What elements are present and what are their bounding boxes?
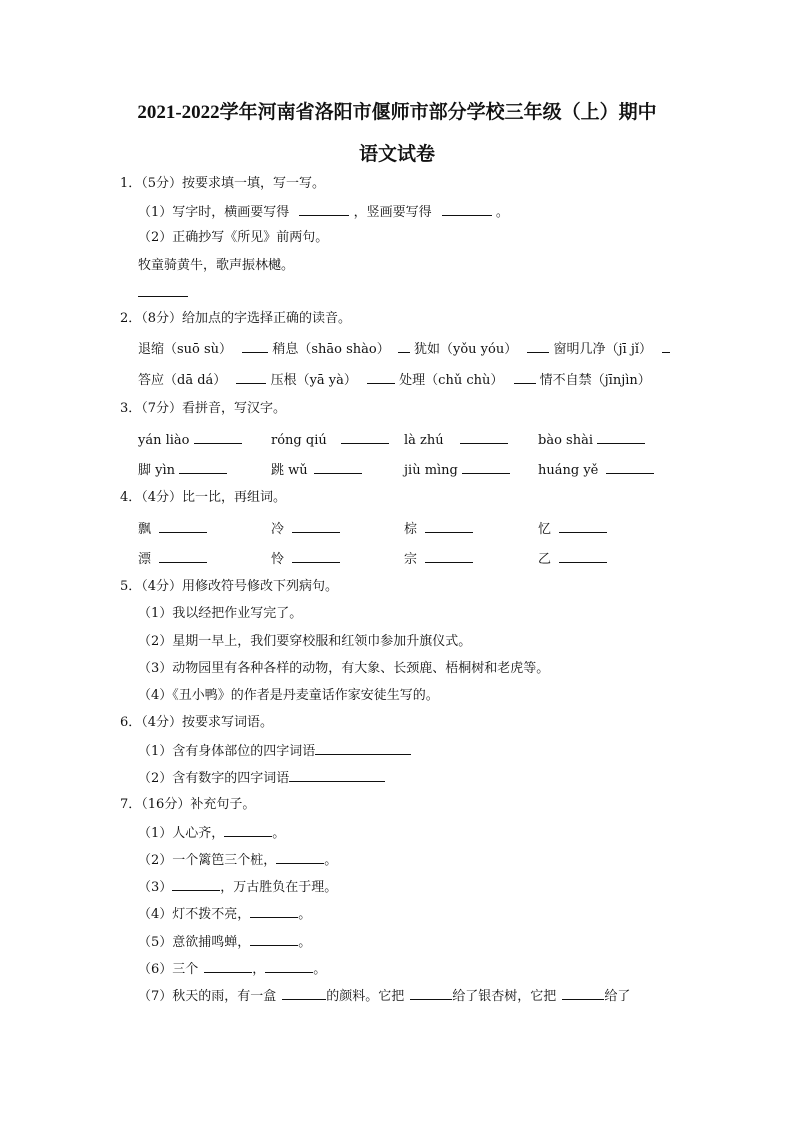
q2-item: 情不自禁（jīnjìn） xyxy=(539,373,651,388)
answer-blank[interactable] xyxy=(562,986,604,1000)
q7-item-text: ，万古胜负在于理。 xyxy=(220,880,338,895)
pinyin-prompt: 脚 yìn xyxy=(138,463,176,478)
pinyin-prompt: róng qiú xyxy=(271,433,327,448)
answer-blank[interactable] xyxy=(172,877,220,891)
answer-blank[interactable] xyxy=(242,339,268,353)
q4-cell xyxy=(138,549,207,569)
q7-item-text: 给了 xyxy=(604,989,631,1004)
answer-blank[interactable] xyxy=(527,339,549,353)
q7-item-text: （7）秋天的雨，有一盒 xyxy=(138,989,277,1004)
q7-item xyxy=(138,932,311,952)
character: 乙 xyxy=(538,552,552,567)
q7-item-text: （5）意欲捕鸣蝉， xyxy=(138,935,251,950)
q6-item xyxy=(138,741,411,761)
q7-period: 。 xyxy=(313,962,327,977)
q1-answer-line xyxy=(138,283,188,303)
answer-blank[interactable] xyxy=(224,823,272,837)
answer-blank[interactable] xyxy=(341,430,389,444)
character: 冷 xyxy=(271,522,285,537)
pinyin-prompt: yán liào xyxy=(138,433,190,448)
q1-poem: 牧童骑黄牛，歌声振林樾。 xyxy=(138,258,295,273)
q7-item-text: 给了银杏树，它把 xyxy=(452,989,557,1004)
answer-blank[interactable] xyxy=(460,430,508,444)
q7-item-text: 的颜料。它把 xyxy=(326,989,405,1004)
q4-cell xyxy=(538,519,607,539)
q2-item: 压根（yā yà） xyxy=(270,373,357,388)
q5-item: （3）动物园里有各种各样的动物，有大象、长颈鹿、梧桐树和老虎等。 xyxy=(138,661,550,676)
q1-sub2: （2）正确抄写《所见》前两句。 xyxy=(138,230,329,245)
answer-blank[interactable] xyxy=(179,460,227,474)
q1-sub1-end: 。 xyxy=(495,205,509,220)
answer-blank[interactable] xyxy=(265,959,313,973)
q7-item-text: （6）三个 xyxy=(138,962,199,977)
answer-blank[interactable] xyxy=(597,430,645,444)
answer-blank[interactable] xyxy=(194,430,242,444)
q2-item: 处理（chǔ chù） xyxy=(399,373,504,388)
q4-cell xyxy=(271,519,340,539)
answer-blank[interactable] xyxy=(606,460,654,474)
q7-period: 。 xyxy=(324,853,338,868)
q1-sub1 xyxy=(138,202,509,222)
q3-cell xyxy=(138,430,242,450)
q7-heading: 7．（16分）补充句子。 xyxy=(120,797,256,812)
answer-blank[interactable] xyxy=(250,932,298,946)
answer-blank[interactable] xyxy=(442,202,492,216)
q5-item: （2）星期一早上，我们要穿校服和红领巾参加升旗仪式。 xyxy=(138,634,472,649)
answer-blank[interactable] xyxy=(138,283,188,297)
q6-item-text: （1）含有身体部位的四字词语 xyxy=(138,744,316,759)
q7-item xyxy=(138,850,337,870)
q5-item: （1）我以经把作业写完了。 xyxy=(138,606,303,621)
q1-heading: 1．（5分）按要求填一填，写一写。 xyxy=(120,176,326,191)
q3-cell xyxy=(138,460,227,480)
character: 漂 xyxy=(138,552,152,567)
answer-blank[interactable] xyxy=(236,370,266,384)
q7-item-text: （4）灯不拨不亮， xyxy=(138,907,251,922)
q7-item-text: （2）一个篱笆三个桩， xyxy=(138,853,277,868)
exam-subtitle: 语文试卷 xyxy=(358,144,435,165)
answer-blank[interactable] xyxy=(367,370,395,384)
answer-blank[interactable] xyxy=(276,850,324,864)
q6-item-text: （2）含有数字的四字词语 xyxy=(138,771,290,786)
character: 怜 xyxy=(271,552,285,567)
q4-heading: 4．（4分）比一比，再组词。 xyxy=(120,490,287,505)
answer-blank[interactable] xyxy=(559,549,607,563)
answer-blank[interactable] xyxy=(462,460,510,474)
answer-blank[interactable] xyxy=(425,549,473,563)
character: 飘 xyxy=(138,522,152,537)
answer-blank[interactable] xyxy=(159,519,207,533)
character: 宗 xyxy=(404,552,418,567)
answer-blank[interactable] xyxy=(250,904,298,918)
q6-heading: 6．（4分）按要求写词语。 xyxy=(120,715,274,730)
character: 棕 xyxy=(404,522,418,537)
answer-blank[interactable] xyxy=(559,519,607,533)
answer-blank[interactable] xyxy=(662,339,670,353)
pinyin-prompt: 跳 wǔ xyxy=(271,463,308,478)
answer-blank[interactable] xyxy=(514,370,536,384)
q3-cell xyxy=(404,430,508,450)
q3-cell xyxy=(271,460,362,480)
q3-heading: 3．（7分）看拼音，写汉字。 xyxy=(120,401,287,416)
q4-cell xyxy=(404,549,473,569)
q2-row1 xyxy=(138,339,670,359)
pinyin-prompt: jiù mìng xyxy=(404,463,458,478)
q7-item xyxy=(138,823,285,843)
answer-blank[interactable] xyxy=(410,986,452,1000)
answer-blank[interactable] xyxy=(204,959,252,973)
character: 忆 xyxy=(538,522,552,537)
answer-blank[interactable] xyxy=(292,519,340,533)
q7-item xyxy=(138,904,311,924)
answer-blank[interactable] xyxy=(292,549,340,563)
q7-period: 。 xyxy=(298,907,312,922)
q1-sub1-text-a: （1）写字时，横画要写得 xyxy=(138,205,290,220)
q4-cell xyxy=(404,519,473,539)
q2-item: 退缩（suō sù） xyxy=(138,342,233,357)
q4-cell xyxy=(538,549,607,569)
answer-blank[interactable] xyxy=(314,460,362,474)
q7-item-text: ， xyxy=(252,962,266,977)
exam-title: 2021-2022学年河南省洛阳市偃师市部分学校三年级（上）期中 xyxy=(137,102,657,123)
answer-blank[interactable] xyxy=(159,549,207,563)
q3-cell xyxy=(404,460,510,480)
q1-sub1-text-b: ，竖画要写得 xyxy=(353,205,432,220)
q6-item xyxy=(138,768,385,788)
q3-cell xyxy=(538,460,654,480)
q7-period: 。 xyxy=(298,935,312,950)
q2-item: 窗明几净（jī jǐ） xyxy=(553,342,653,357)
q2-item: 犹如（yǒu yóu） xyxy=(414,342,518,357)
answer-blank[interactable] xyxy=(398,339,410,353)
answer-blank[interactable] xyxy=(282,986,326,1000)
q3-cell xyxy=(538,430,645,450)
answer-blank[interactable] xyxy=(315,741,411,755)
q7-item xyxy=(138,877,337,897)
q2-item: 答应（dā dá） xyxy=(138,373,227,388)
pinyin-prompt: bào shài xyxy=(538,433,593,448)
q2-item: 稍息（shāo shào） xyxy=(272,342,390,357)
answer-blank[interactable] xyxy=(425,519,473,533)
q7-item-text: （1）人心齐， xyxy=(138,826,225,841)
q4-cell xyxy=(138,519,207,539)
q7-item-text: （3） xyxy=(138,880,173,895)
q7-period: 。 xyxy=(272,826,286,841)
q2-heading: 2．（8分）给加点的字选择正确的读音。 xyxy=(120,311,352,326)
answer-blank[interactable] xyxy=(299,202,349,216)
q4-cell xyxy=(271,549,340,569)
q7-item xyxy=(138,986,630,1006)
q7-item xyxy=(138,959,326,979)
q2-row2 xyxy=(138,370,651,390)
q5-heading: 5．（4分）用修改符号修改下列病句。 xyxy=(120,579,339,594)
q5-item: （4）《丑小鸭》的作者是丹麦童话作家安徒生写的。 xyxy=(138,688,439,703)
pinyin-prompt: là zhú xyxy=(404,433,444,448)
pinyin-prompt: huáng yě xyxy=(538,463,599,478)
answer-blank[interactable] xyxy=(289,768,385,782)
q3-cell xyxy=(271,430,389,450)
